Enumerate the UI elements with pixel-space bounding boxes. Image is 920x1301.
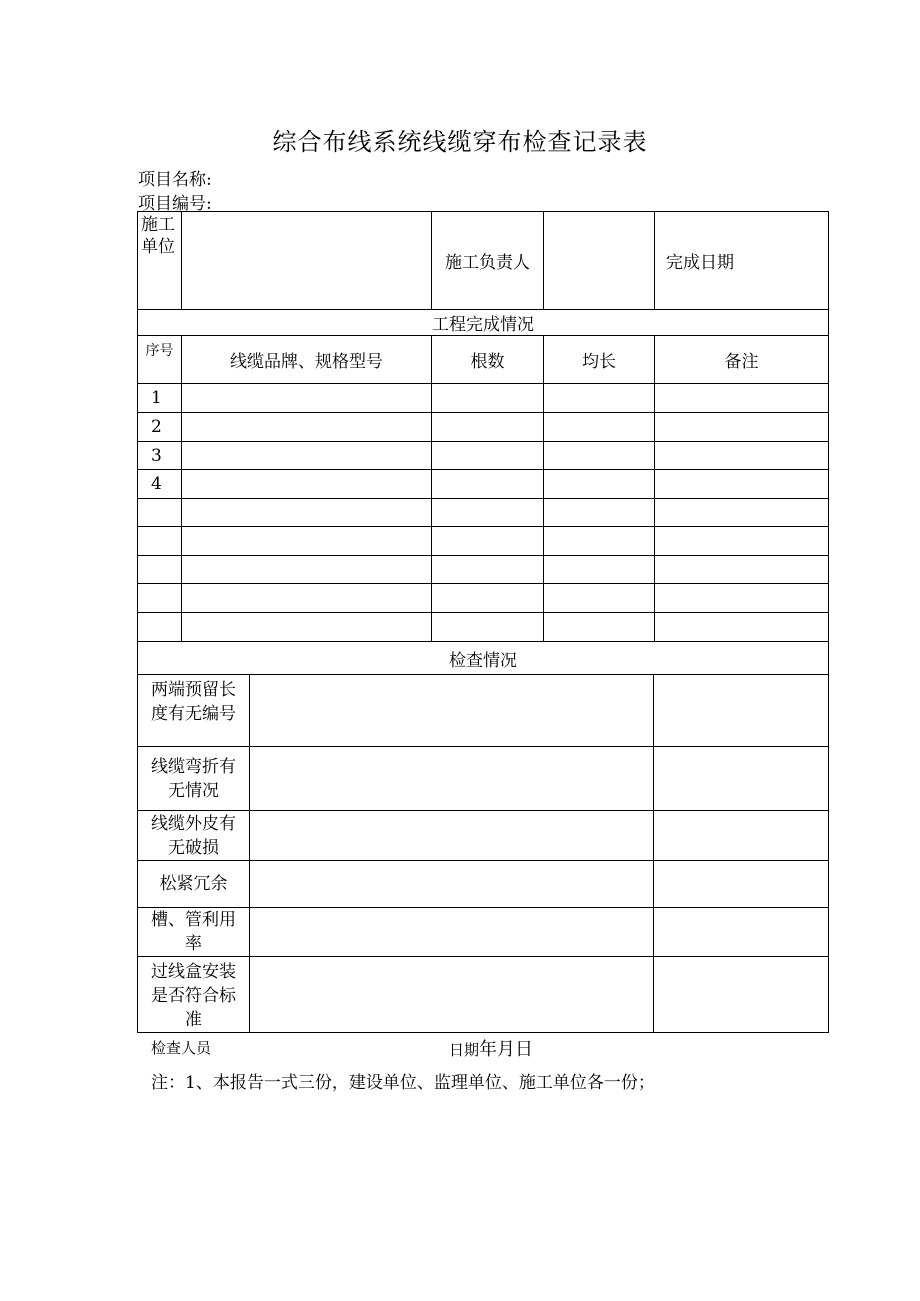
inspection-result-cell[interactable] (250, 908, 654, 957)
row-count-cell[interactable] (432, 499, 544, 527)
row-count-cell[interactable] (432, 556, 544, 584)
completion-section-title: 工程完成情况 (138, 310, 829, 336)
table-row (138, 584, 829, 613)
row-count-cell[interactable] (432, 470, 544, 499)
inspection-item-label (138, 747, 250, 811)
row-count-cell[interactable] (432, 527, 544, 556)
row-remark-cell[interactable] (655, 613, 829, 642)
row-brand-cell[interactable] (182, 499, 432, 527)
row-seq-cell (138, 584, 182, 613)
table-row (138, 413, 829, 442)
inspection-table (137, 641, 829, 1033)
inspection-row (138, 861, 829, 908)
inspection-result-cell[interactable] (250, 747, 654, 811)
column-header-brand: 线缆品牌、规格型号 (182, 336, 432, 384)
table-row (138, 442, 829, 470)
inspection-result-cell[interactable] (250, 811, 654, 861)
row-avg-length-cell[interactable] (544, 584, 655, 613)
row-brand-cell[interactable] (182, 384, 432, 413)
row-brand-cell[interactable] (182, 613, 432, 642)
row-remark-cell[interactable] (655, 442, 829, 470)
finish-date-label: 完成日期 (655, 212, 829, 310)
project-number-label: 项目编号: (138, 194, 212, 214)
row-avg-length-cell[interactable] (544, 499, 655, 527)
inspector-label: 检查人员 (151, 1039, 212, 1057)
row-brand-cell[interactable] (182, 442, 432, 470)
table-row (138, 613, 829, 642)
row-count-cell[interactable] (432, 613, 544, 642)
inspection-remark-cell[interactable] (654, 861, 829, 908)
table-row (138, 470, 829, 499)
inspection-item-label (138, 861, 250, 908)
inspection-result-cell[interactable] (250, 861, 654, 908)
table-row (138, 499, 829, 527)
inspection-row (138, 908, 829, 957)
row-avg-length-cell[interactable] (544, 384, 655, 413)
inspection-remark-cell[interactable] (654, 957, 829, 1033)
inspection-label-line: 过线盒安装 (151, 962, 236, 982)
row-seq-cell (138, 527, 182, 556)
header-row (138, 212, 829, 310)
date-label: 日期 (449, 1041, 480, 1059)
column-header-remark: 备注 (655, 336, 829, 384)
report-note: 注：1、本报告一式三份，建设单位、监理单位、施工单位各一份； (151, 1073, 655, 1093)
table-row (138, 556, 829, 584)
inspection-label-line: 准 (185, 1010, 202, 1030)
inspection-label-line: 线缆弯折有 (151, 756, 236, 777)
row-brand-cell[interactable] (182, 470, 432, 499)
row-count-cell[interactable] (432, 384, 544, 413)
row-seq-cell (138, 499, 182, 527)
row-avg-length-cell[interactable] (544, 413, 655, 442)
inspection-result-cell[interactable] (250, 675, 654, 747)
inspection-row (138, 675, 829, 747)
column-header-count: 根数 (432, 336, 544, 384)
inspection-remark-cell[interactable] (654, 747, 829, 811)
date-field (449, 1035, 533, 1061)
row-count-cell[interactable] (432, 442, 544, 470)
inspection-remark-cell[interactable] (654, 908, 829, 957)
row-brand-cell[interactable] (182, 584, 432, 613)
date-ymd: 年月日 (479, 1039, 534, 1060)
inspection-section-title: 检查情况 (138, 642, 829, 675)
row-count-cell[interactable] (432, 584, 544, 613)
inspection-label-line: 线缆外皮有 (151, 813, 236, 834)
row-seq-cell: 2 (138, 413, 182, 442)
inspection-label-line: 无情况 (168, 780, 219, 801)
row-avg-length-cell[interactable] (544, 527, 655, 556)
row-remark-cell[interactable] (655, 584, 829, 613)
row-remark-cell[interactable] (655, 384, 829, 413)
inspection-label-line: 度有无编号 (151, 704, 236, 724)
row-seq-cell: 4 (138, 470, 182, 499)
row-brand-cell[interactable] (182, 527, 432, 556)
row-avg-length-cell[interactable] (544, 556, 655, 584)
inspection-label-line: 是否符合标 (151, 986, 236, 1006)
row-seq-cell: 3 (138, 442, 182, 470)
row-brand-cell[interactable] (182, 556, 432, 584)
row-avg-length-cell[interactable] (544, 470, 655, 499)
table-row (138, 527, 829, 556)
row-avg-length-cell[interactable] (544, 442, 655, 470)
row-avg-length-cell[interactable] (544, 613, 655, 642)
inspection-remark-cell[interactable] (654, 811, 829, 861)
completion-column-headers (138, 336, 829, 384)
table-row (138, 384, 829, 413)
construction-leader-value[interactable] (544, 212, 655, 310)
inspection-item-label (138, 908, 250, 957)
page-title: 综合布线系统线缆穿布检查记录表 (272, 128, 648, 156)
inspection-label-line: 率 (185, 934, 202, 954)
row-seq-cell (138, 613, 182, 642)
inspection-label-line: 两端预留长 (151, 680, 236, 700)
row-remark-cell[interactable] (655, 556, 829, 584)
inspection-item-label (138, 675, 250, 747)
inspection-label-line: 松紧冗余 (159, 874, 228, 894)
completion-table (137, 211, 829, 642)
inspection-label-line: 槽、管利用 (151, 910, 236, 930)
inspection-remark-cell[interactable] (654, 675, 829, 747)
inspection-row (138, 747, 829, 811)
project-name-label: 项目名称: (138, 170, 212, 190)
inspection-result-cell[interactable] (250, 957, 654, 1033)
row-remark-cell[interactable] (655, 413, 829, 442)
construction-leader-label: 施工负责人 (432, 212, 544, 310)
row-remark-cell[interactable] (655, 527, 829, 556)
inspection-row (138, 957, 829, 1033)
column-header-seq: 序号 (138, 336, 182, 384)
construction-unit-value[interactable] (182, 212, 432, 310)
inspection-item-label (138, 957, 250, 1033)
inspection-item-label (138, 811, 250, 861)
row-seq-cell (138, 556, 182, 584)
row-count-cell[interactable] (432, 413, 544, 442)
row-brand-cell[interactable] (182, 413, 432, 442)
column-header-avg-length: 均长 (544, 336, 655, 384)
construction-unit-label: 施工单位 (138, 212, 182, 310)
row-seq-cell: 1 (138, 384, 182, 413)
inspection-label-line: 无破损 (168, 837, 219, 858)
row-remark-cell[interactable] (655, 499, 829, 527)
inspection-row (138, 811, 829, 861)
row-remark-cell[interactable] (655, 470, 829, 499)
